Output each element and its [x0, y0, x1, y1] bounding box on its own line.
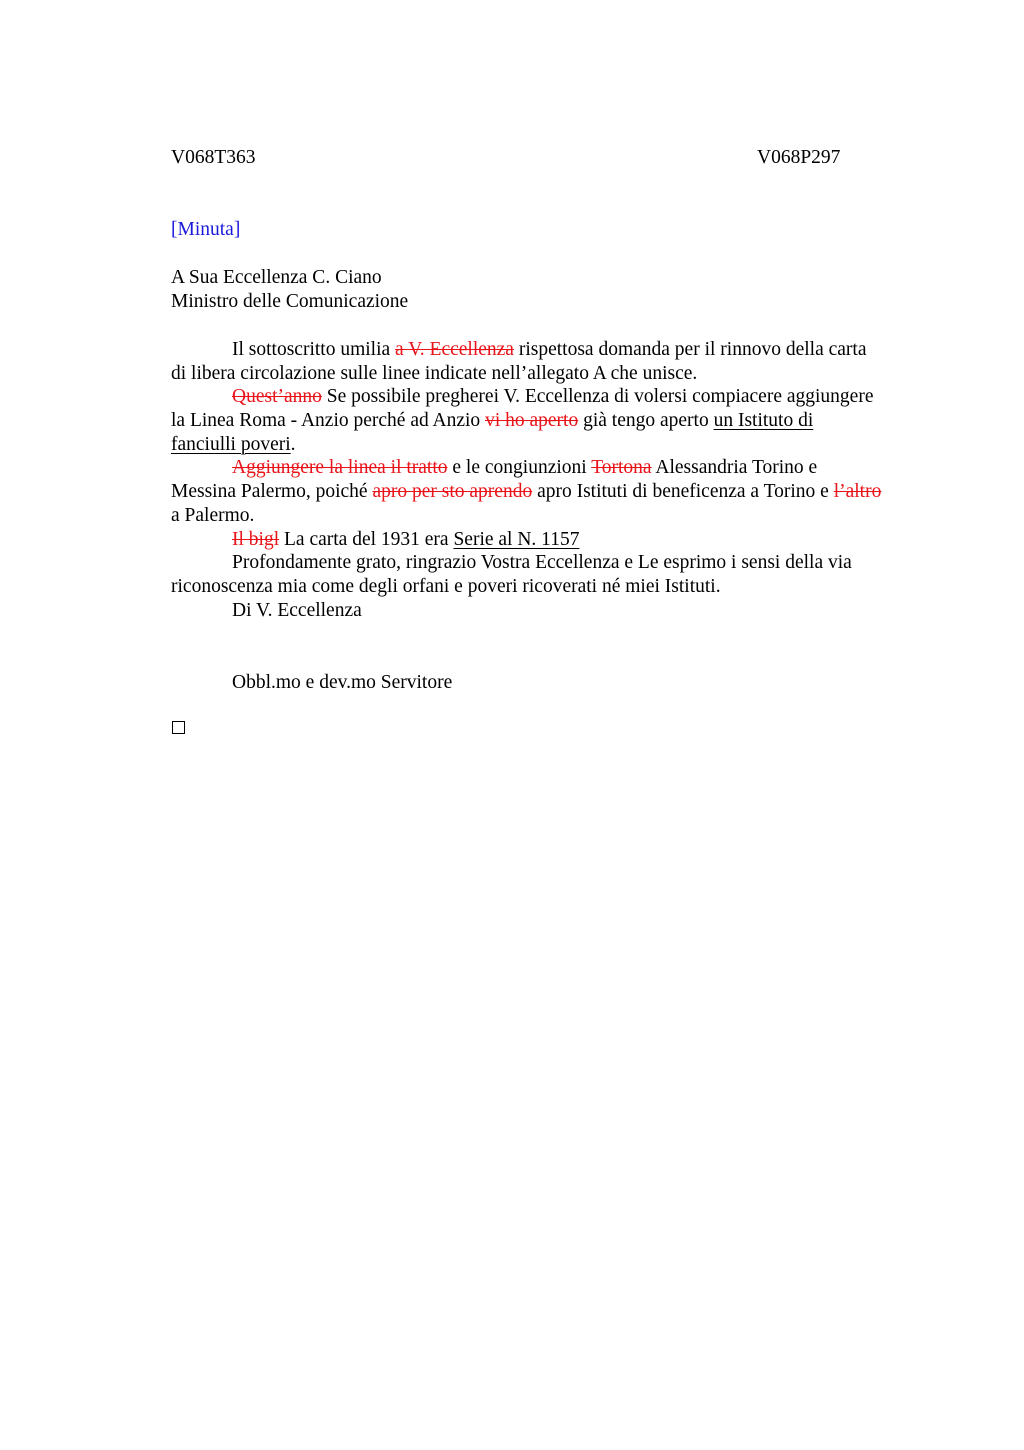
underlined-text: un Istituto di [713, 410, 814, 431]
paragraph-3-line-1 [232, 456, 817, 480]
paragraph-3-line-3: a Palermo. [171, 505, 255, 526]
underlined-text: fanciulli poveri [171, 434, 291, 455]
paragraph-2-line-2 [171, 409, 813, 433]
paragraph-3-line-2 [171, 480, 881, 504]
document-code-right: V068P297 [757, 147, 841, 168]
text-run: rispettosa domanda per il rinnovo della carta [513, 339, 867, 360]
text-run: La carta del 1931 era [279, 529, 454, 550]
addressee-line-2: Ministro delle Comunicazione [171, 291, 409, 312]
paragraph-1-line-1 [232, 338, 866, 362]
deleted-text: l’altro [833, 481, 882, 502]
text-run: . [290, 434, 296, 455]
closing-signature: Obbl.mo e dev.mo Servitore [232, 672, 453, 693]
paragraph-5-line-1: Profondamente grato, ringrazio Vostra Eccellenza e Le esprimo i sensi della via [232, 552, 852, 573]
paragraph-1-line-2: di libera circolazione sulle linee indicate nell’allegato A che unisce. [171, 363, 698, 384]
document-code-left: V068T363 [171, 147, 256, 168]
deleted-text: Aggiungere la linea il tratto [232, 457, 448, 478]
text-run: Se possibile pregherei V. Eccellenza di volersi compiacere aggiungere [321, 386, 874, 407]
text-run: Messina Palermo, poiché [171, 481, 373, 502]
deleted-text: Tortona [591, 457, 652, 478]
paragraph-2-line-3 [171, 433, 296, 457]
deleted-text: apro per sto aprendo [372, 481, 533, 502]
paragraph-4-line-1 [232, 528, 579, 552]
paragraph-2-line-1 [232, 385, 873, 409]
minuta-label: [Minuta] [171, 219, 241, 240]
deleted-text: Il bigl [232, 529, 280, 550]
deleted-text: Quest’anno [232, 386, 322, 407]
deleted-text: a V. Eccellenza [395, 339, 514, 360]
text-run: Alessandria Torino e [651, 457, 818, 478]
empty-box-symbol [172, 721, 185, 734]
addressee-line-1: A Sua Eccellenza C. Ciano [171, 267, 382, 288]
underlined-text: Serie al N. 1157 [453, 529, 580, 550]
text-run: Il sottoscritto umilia [232, 339, 396, 360]
text-run: e le congiunzioni [447, 457, 592, 478]
text-run: apro Istituti di beneficenza a Torino e [532, 481, 834, 502]
salutation-line: Di V. Eccellenza [232, 600, 362, 621]
text-run: la Linea Roma - Anzio perché ad Anzio [171, 410, 486, 431]
text-run: già tengo aperto [578, 410, 714, 431]
paragraph-5-line-2: riconoscenza mia come degli orfani e poveri ricoverati né miei Istituti. [171, 576, 721, 597]
deleted-text: vi ho aperto [485, 410, 579, 431]
